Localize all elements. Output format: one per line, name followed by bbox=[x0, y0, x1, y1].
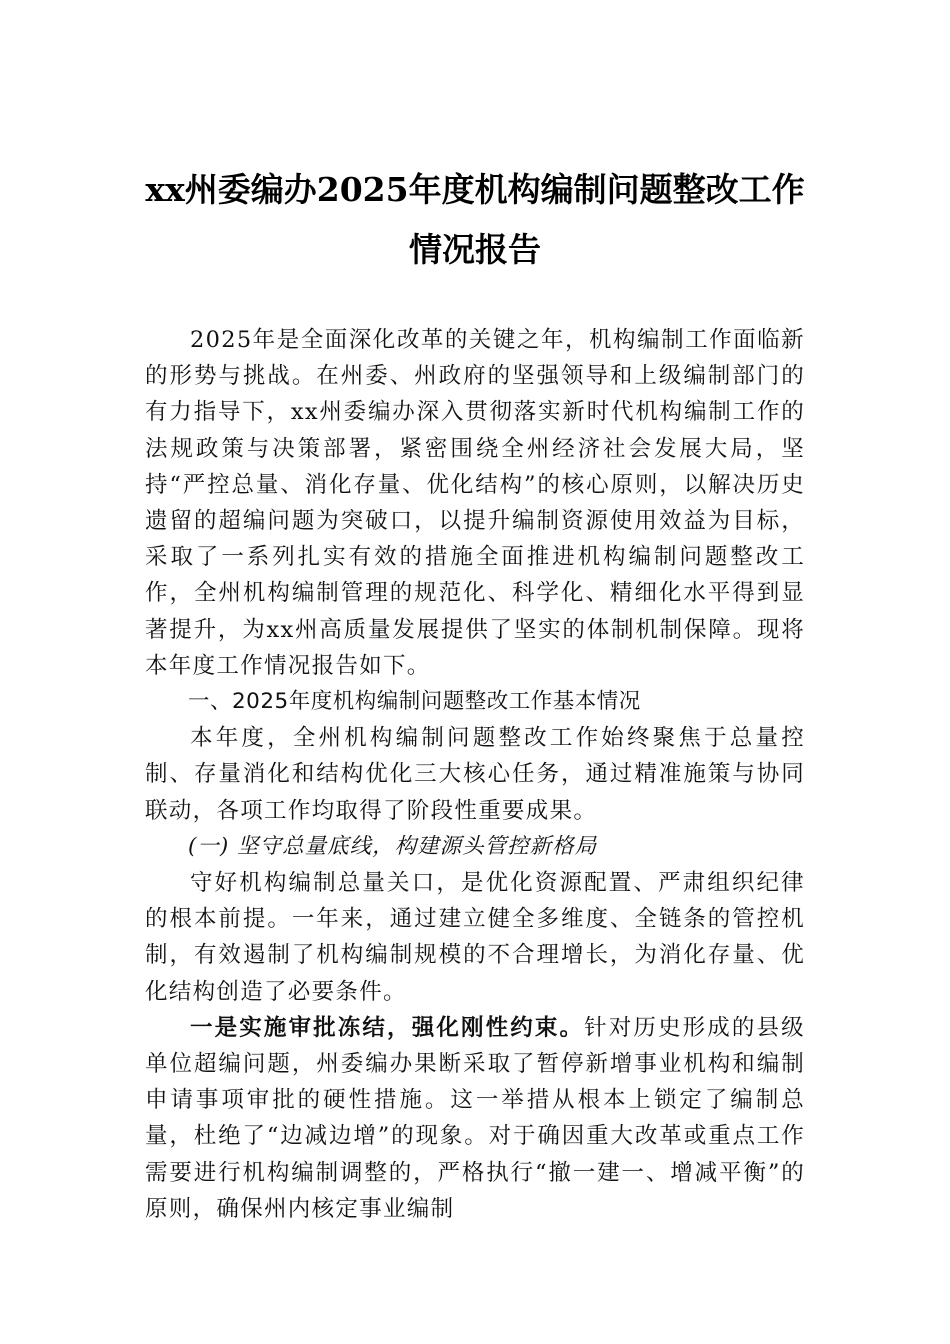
section-heading-1: 一、2025年度机构编制问题整改工作基本情况 bbox=[188, 689, 641, 715]
measure-1-body: 针对历史形成的县级单位超编问题，州委编办果断采取了暂停新增事业机构和编制申请事项审批的硬性措施。这一举措从根本上锁定了编制总量，杜绝了“边减边增”的现象。对于确因重大改革或重点工作需要进行机构编制调整的，严格执行“撤一建一、增减平衡”的原则，确保州内核定事业编制 bbox=[145, 1014, 805, 1222]
subsection-1-paragraph: 守好机构编制总量关口，是优化资源配置、严肃组织纪律的根本前提。一年来，通过建立健全多维度、全链条的管控机制，有效遏制了机构编制规模的不合理增长，为消化存量、优化结构创造了必要条件。 bbox=[145, 870, 805, 1005]
measure-1-lead: 一是实施审批冻结，强化刚性约束。 bbox=[190, 1014, 585, 1041]
intro-paragraph: 2025年是全面深化改革的关键之年，机构编制工作面临新的形势与挑战。在州委、州政府的坚强领导和上级编制部门的有力指导下，xx州委编办深入贯彻落实新时代机构编制工作的法规政策与决策部署，紧密围绕全州经济社会发展大局，坚持“严控总量、消化存量、优化结构”的核心原则，以解决历史遗留的超编问题为突破口，以提升编制资源使用效益为目标，采取了一系列扎实有效的措施全面推进机构编制问题整改工作，全州机构编制管理的规范化、科学化、精细化水平得到显著提升，为xx州高质量发展提供了坚实的体制机制保障。现将本年度工作情况报告如下。 bbox=[145, 327, 805, 679]
subsection-heading-1: (一) 坚守总量底线，构建源头管控新格局 bbox=[188, 833, 598, 859]
document-body bbox=[145, 322, 805, 1227]
measure-1-paragraph bbox=[145, 1010, 805, 1227]
section-1-paragraph: 本年度，全州机构编制问题整改工作始终聚焦于总量控制、存量消化和结构优化三大核心任务，通过精准施策与协同联动，各项工作均取得了阶段性重要成果。 bbox=[145, 725, 805, 824]
document-title: xx州委编办2025年度机构编制问题整改工作情况报告 bbox=[145, 170, 805, 269]
